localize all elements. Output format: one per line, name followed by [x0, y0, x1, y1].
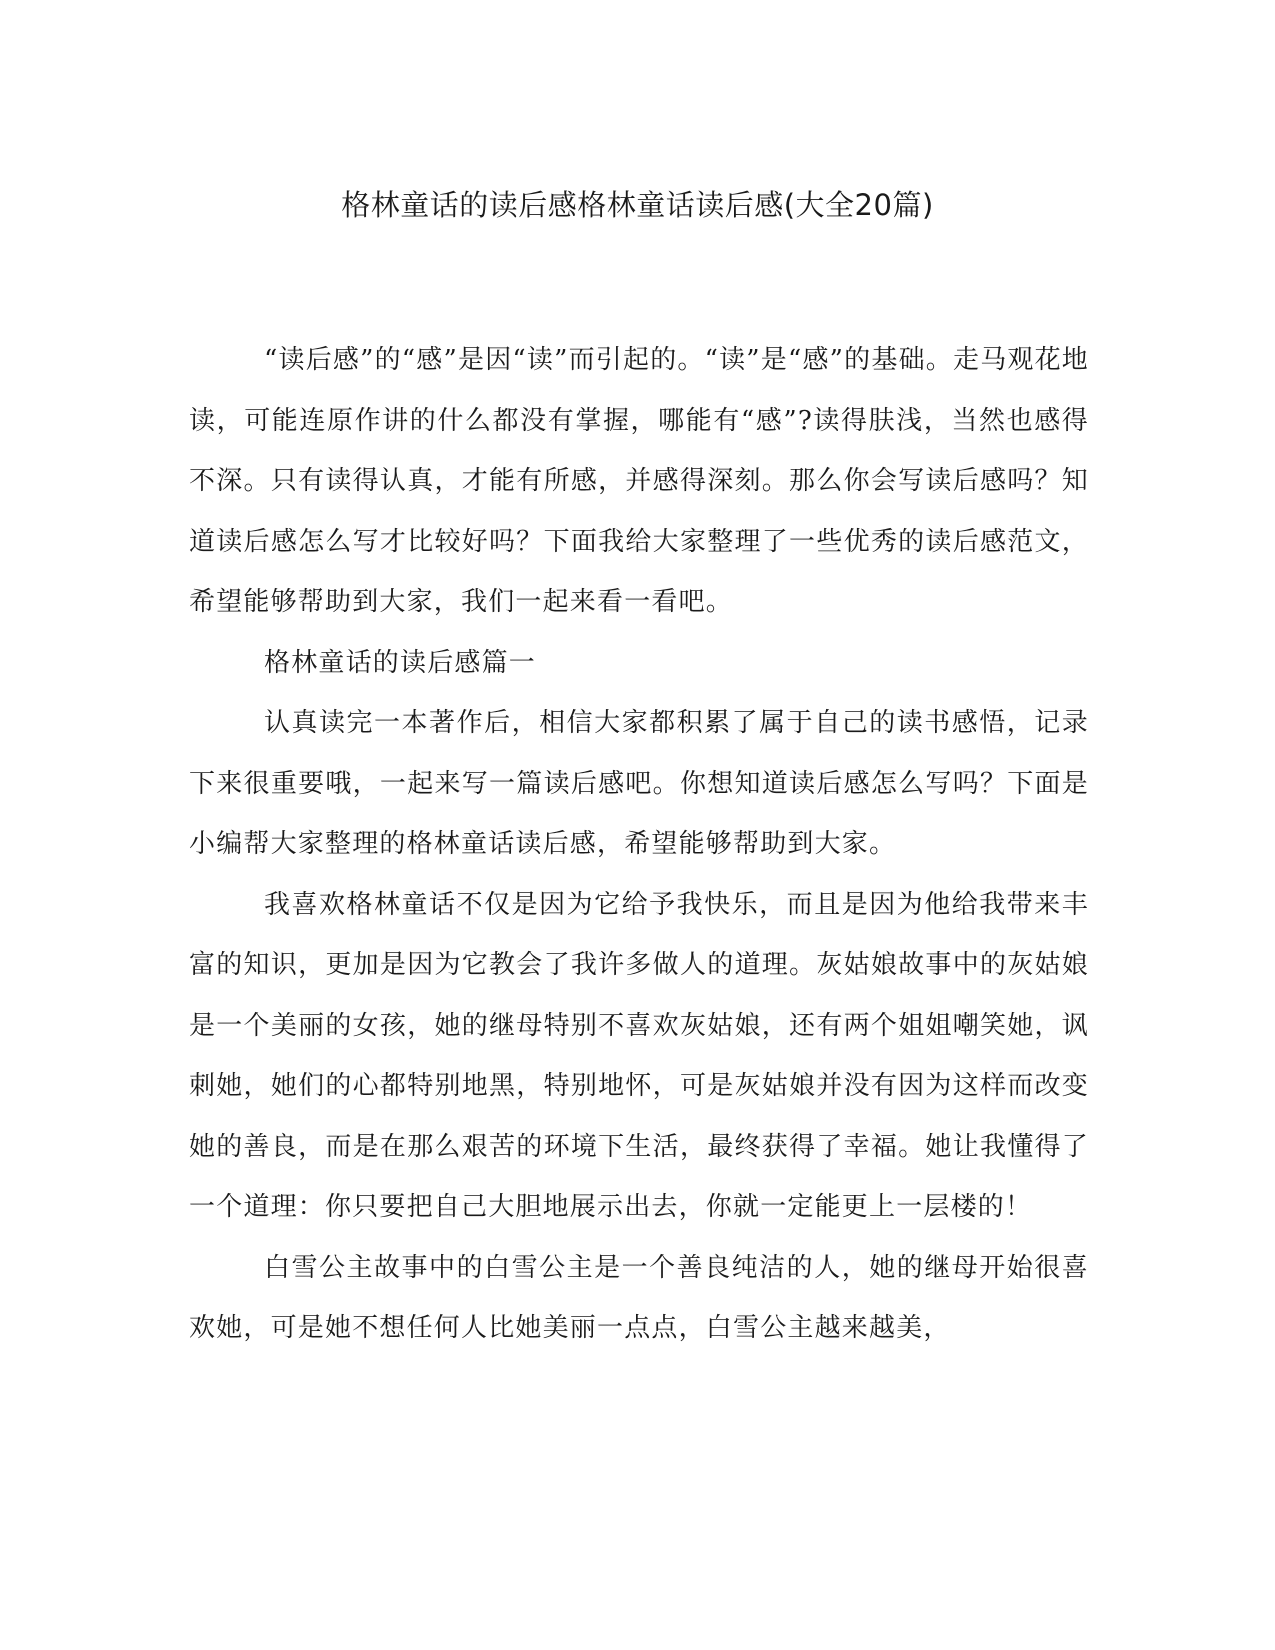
document-body — [189, 330, 1089, 1359]
body-paragraph: 白雪公主故事中的白雪公主是一个善良纯洁的人，她的继母开始很喜欢她，可是她不想任何人比她美丽一点点，白雪公主越来越美， — [189, 1252, 1089, 1343]
body-paragraph: 认真读完一本著作后，相信大家都积累了属于自己的读书感悟，记录下来很重要哦，一起来写一篇读后感吧。你想知道读后感怎么写吗？下面是小编帮大家整理的格林童话读后感，希望能够帮助到大家。 — [189, 708, 1089, 859]
document-title: 格林童话的读后感格林童话读后感(大全20篇) — [341, 188, 934, 222]
intro-paragraph: “读后感”的“感”是因“读”而引起的。“读”是“感”的基础。走马观花地读，可能连原作讲的什么都没有掌握，哪能有“感”?读得肤浅，当然也感得不深。只有读得认真，才能有所感，并感得深刻。那么你会写读后感吗？知道读后感怎么写才比较好吗？下面我给大家整理了一些优秀的读后感范文，希望能够帮助到大家，我们一起来看一看吧。 — [189, 345, 1089, 617]
body-paragraph: 我喜欢格林童话不仅是因为它给予我快乐，而且是因为他给我带来丰富的知识，更加是因为它教会了我许多做人的道理。灰姑娘故事中的灰姑娘是一个美丽的女孩，她的继母特别不喜欢灰姑娘，还有两个姐姐嘲笑她，讽刺她，她们的心都特别地黑，特别地怀，可是灰姑娘并没有因为这样而改变她的善良，而是在那么艰苦的环境下生活，最终获得了幸福。她让我懂得了一个道理：你只要把自己大胆地展示出去，你就一定能更上一层楼的！ — [189, 889, 1089, 1222]
section-heading: 格林童话的读后感篇一 — [264, 647, 537, 678]
